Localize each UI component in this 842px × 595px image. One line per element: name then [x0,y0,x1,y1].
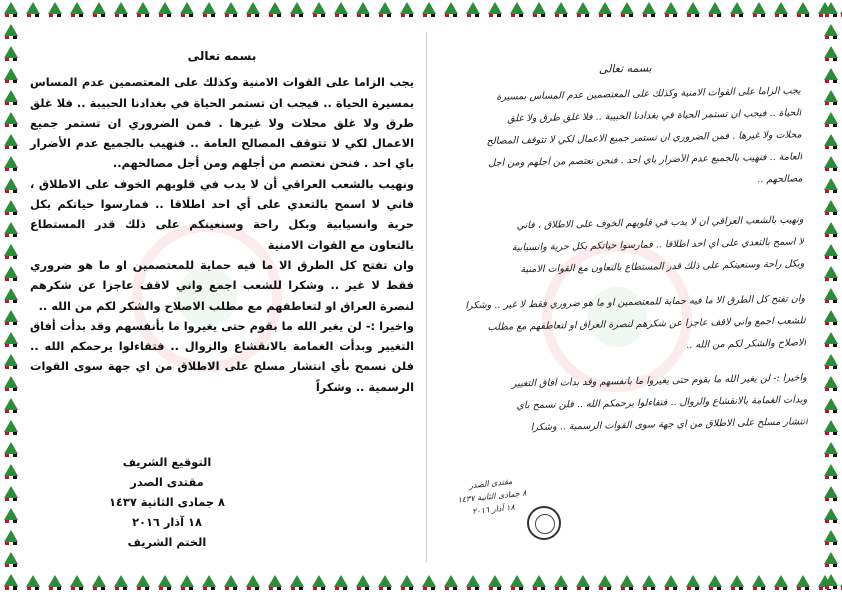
border-tree-icon [594,0,616,22]
border-tree-icon [110,0,132,22]
border-tree-icon [770,573,792,595]
border-tree-icon [792,573,814,595]
border-tree-icon [286,0,308,22]
border-tree-icon [0,88,22,110]
border-tree-icon [682,0,704,22]
signature-gregorian-date: ١٨ آذار ٢٠١٦ [132,515,202,529]
border-tree-icon [820,154,842,176]
border-tree-icon [0,484,22,506]
border-tree-icon [506,0,528,22]
border-tree-icon [820,176,842,198]
border-tree-icon [0,198,22,220]
handwritten-line: وبدأت الغمامة بالانقشاع والزوال .. فتفاءلوا يرحمكم الله .. فلن نسمح بأي [516,394,808,412]
border-tree-icon [396,0,418,22]
border-tree-icon [176,573,198,595]
handwritten-line: وان تفتح كل الطرق الا ما فيه حماية للمعتصمين او ما هو ضروري فقط لا غير .. وشكرا [465,293,806,312]
border-tree-icon [820,264,842,286]
border-tree-icon [820,242,842,264]
border-tree-icon [264,573,286,595]
printed-paragraph: وان تفتح كل الطرق الا ما فيه حماية للمعتصمين او ما هو ضروري فقط لا غير .. وشكرا للشعب اجمع واني لاقف عاجزا عن شكرهم لنصرة العراق او لتعاطفهم مع مطلب الاصلاح والشكر لكم من الله .. [30,257,414,313]
border-tree-icon [242,0,264,22]
border-tree-icon [748,573,770,595]
border-tree-icon [0,66,22,88]
border-tree-icon [0,330,22,352]
handwritten-line: العامة .. فنهيب بالجميع عدم الأضرار باي احد . فنحن نعتصم من أجلهم ومن أجل [488,151,803,169]
border-tree-icon [726,0,748,22]
border-tree-icon [484,573,506,595]
border-tree-icon [792,0,814,22]
border-tree-icon [132,573,154,595]
border-tree-icon [352,0,374,22]
border-tree-icon [506,573,528,595]
border-tree-icon [820,286,842,308]
border-tree-icon [0,374,22,396]
border-tree-icon [638,573,660,595]
border-tree-icon [22,573,44,595]
border-tree-icon [820,132,842,154]
official-seal-icon [527,506,561,540]
border-tree-icon [820,550,842,572]
decorative-border-left [0,0,22,595]
border-tree-icon [0,286,22,308]
border-tree-icon [0,550,22,572]
border-tree-icon [660,573,682,595]
border-tree-icon [330,0,352,22]
border-tree-icon [264,0,286,22]
border-tree-icon [820,88,842,110]
column-divider [426,32,427,562]
border-tree-icon [374,573,396,595]
border-tree-icon [0,110,22,132]
border-tree-icon [820,44,842,66]
decorative-border-right [820,0,842,595]
border-tree-icon [820,374,842,396]
border-tree-icon [0,22,22,44]
border-tree-icon [820,308,842,330]
border-tree-icon [820,572,842,594]
border-tree-icon [0,176,22,198]
border-tree-icon [0,220,22,242]
border-tree-icon [198,0,220,22]
border-tree-icon [820,418,842,440]
printed-signature-block [82,452,252,552]
printed-paragraph: ونهيب بالشعب العراقي أن لا يدب في قلوبهم الخوف على الاطلاق ، فاني لا اسمح بالتعدي على أي احد اطلاقا .. فمارسوا حياتكم بكل حرية وانسيابية وبكل راحة وسنعينكم على ذلك قدر المستطاع بالتعاون مع القوات الامنية [30,176,414,252]
border-tree-icon [820,528,842,550]
border-tree-icon [638,0,660,22]
border-tree-icon [820,198,842,220]
hw-signature-gregorian-date: ١٨ آذار ٢٠١٦ [471,502,516,517]
printed-statement [30,46,414,397]
border-tree-icon [0,308,22,330]
handwritten-line: محلات ولا غيرها . فمن الضروري ان تستمر جميع الاعمال لكي لا تتوقف المصالح [486,129,802,147]
border-tree-icon [0,0,22,22]
border-tree-icon [0,132,22,154]
border-tree-icon [0,528,22,550]
border-tree-icon [820,484,842,506]
handwritten-heading: بسمه تعالى [598,61,652,76]
printed-heading: بسمه تعالى [187,49,257,63]
border-tree-icon [132,0,154,22]
border-tree-icon [330,573,352,595]
border-tree-icon [704,0,726,22]
signature-name: مقتدى الصدر [130,475,204,489]
border-tree-icon [198,573,220,595]
seal-label: الختم الشريف [127,535,207,549]
border-tree-icon [0,506,22,528]
handwritten-line: الحياة .. فيجب ان تستمر الحياة في بغدادنا الحبيبة .. فلا غلق طرق ولا غلق [507,107,802,125]
border-tree-icon [820,396,842,418]
border-tree-icon [440,0,462,22]
border-tree-icon [110,573,132,595]
border-tree-icon [66,573,88,595]
border-tree-icon [704,573,726,595]
border-tree-icon [242,573,264,595]
border-tree-icon [572,0,594,22]
border-tree-icon [0,242,22,264]
printed-paragraph: يجب الزاما على القوات الامنية وكذلك على المعتصمين عدم المساس بمسيرة الحياة .. فيجب ان تستمر الحياة في بغدادنا الحبيبة .. فلا غلق طرق ولا غلق محلات ولا غيرها . فمن الضروري ان تستمر جميع الاعمال لكي لا تتوقف المصالح العامة .. فنهيب بالجميع عدم الأضرار باي احد . فنحن نعتصم من أجلهم ومن أجل مصالحهم.. [30,75,414,171]
hw-signature-name: مقتدى الصدر [468,476,513,491]
border-tree-icon [820,440,842,462]
border-tree-icon [0,572,22,594]
signature-hijri-date: ٨ جمادى الثانية ١٤٣٧ [108,495,225,509]
border-tree-icon [0,440,22,462]
signature-label: التوقيع الشريف [122,455,212,469]
border-tree-icon [528,0,550,22]
handwritten-line: انتشار مسلح على الاطلاق من اي جهة سوى القوات الرسمية .. وشكراً [530,416,808,434]
border-tree-icon [770,0,792,22]
border-tree-icon [88,0,110,22]
border-tree-icon [308,0,330,22]
handwritten-signature [450,473,534,520]
handwritten-line: لا اسمح بالتعدي على أي احد اطلاقا .. فمارسوا حياتكم بكل حرية وانسيابية [511,236,805,254]
border-tree-icon [88,573,110,595]
border-tree-icon [550,0,572,22]
handwritten-line: واخيرا :- لن يغير الله ما بقوم حتى يغيروا ما بأنفسهم وقد بدأت أفاق التغيير [511,372,807,390]
border-tree-icon [0,154,22,176]
border-tree-icon [616,0,638,22]
border-tree-icon [176,0,198,22]
border-tree-icon [820,330,842,352]
border-tree-icon [374,0,396,22]
border-tree-icon [286,573,308,595]
border-tree-icon [0,44,22,66]
hw-signature-hijri-date: ٨ جمادى الثانية ١٤٣٧ [457,488,527,505]
handwritten-statement [450,58,808,434]
document-page [22,22,820,573]
border-tree-icon [528,573,550,595]
handwritten-line: يجب الزاما على القوات الامنية وكذلك على المعتصمين عدم المساس بمسيرة [496,85,801,103]
border-tree-icon [418,0,440,22]
border-tree-icon [66,0,88,22]
border-tree-icon [44,573,66,595]
handwritten-line: مصالحهم .. [757,173,803,186]
border-tree-icon [0,352,22,374]
border-tree-icon [462,573,484,595]
border-tree-icon [0,462,22,484]
border-tree-icon [308,573,330,595]
border-tree-icon [396,573,418,595]
border-tree-icon [22,0,44,22]
border-tree-icon [572,573,594,595]
border-tree-icon [616,573,638,595]
border-tree-icon [820,66,842,88]
border-tree-icon [820,22,842,44]
border-tree-icon [594,573,616,595]
border-tree-icon [820,506,842,528]
handwritten-line: ونهيب بالشعب العراقي أن لا يدب في قلوبهم الخوف على الاطلاق ، فاني [516,214,804,232]
border-tree-icon [726,573,748,595]
border-tree-icon [660,0,682,22]
printed-paragraph: واخيرا :- لن يغير الله ما بقوم حتى يغيروا ما بأنفسهم وقد بدأت أفاق التغيير وبدأت الغمامة بالانقشاع والزوال .. فتفاءلوا يرحمكم الله .. فلن نسمح بأي انتشار مسلح على الاطلاق من اي جهة سوى القوات الرسمية .. وشكراً [30,318,414,394]
handwritten-line: وبكل راحة وسنعينكم على ذلك قدر المستطاع بالتعاون مع القوات الامنية [520,258,805,276]
decorative-border-bottom [0,573,842,595]
border-tree-icon [440,573,462,595]
border-tree-icon [484,0,506,22]
border-tree-icon [682,573,704,595]
border-tree-icon [748,0,770,22]
border-tree-icon [820,110,842,132]
border-tree-icon [820,462,842,484]
decorative-border-top [0,0,842,22]
border-tree-icon [352,573,374,595]
border-tree-icon [0,418,22,440]
border-tree-icon [0,396,22,418]
border-tree-icon [820,220,842,242]
handwritten-line: الاصلاح والشكر لكم من الله .. [686,337,807,351]
border-tree-icon [220,0,242,22]
border-tree-icon [220,573,242,595]
border-tree-icon [154,573,176,595]
border-tree-icon [462,0,484,22]
border-tree-icon [550,573,572,595]
handwritten-line: للشعب اجمع واني لاقف عاجزا عن شكرهم لنصرة العراق او لتعاطفهم مع مطلب [487,315,806,333]
border-tree-icon [418,573,440,595]
border-tree-icon [820,352,842,374]
border-tree-icon [0,264,22,286]
border-tree-icon [820,0,842,22]
border-tree-icon [154,0,176,22]
border-tree-icon [44,0,66,22]
